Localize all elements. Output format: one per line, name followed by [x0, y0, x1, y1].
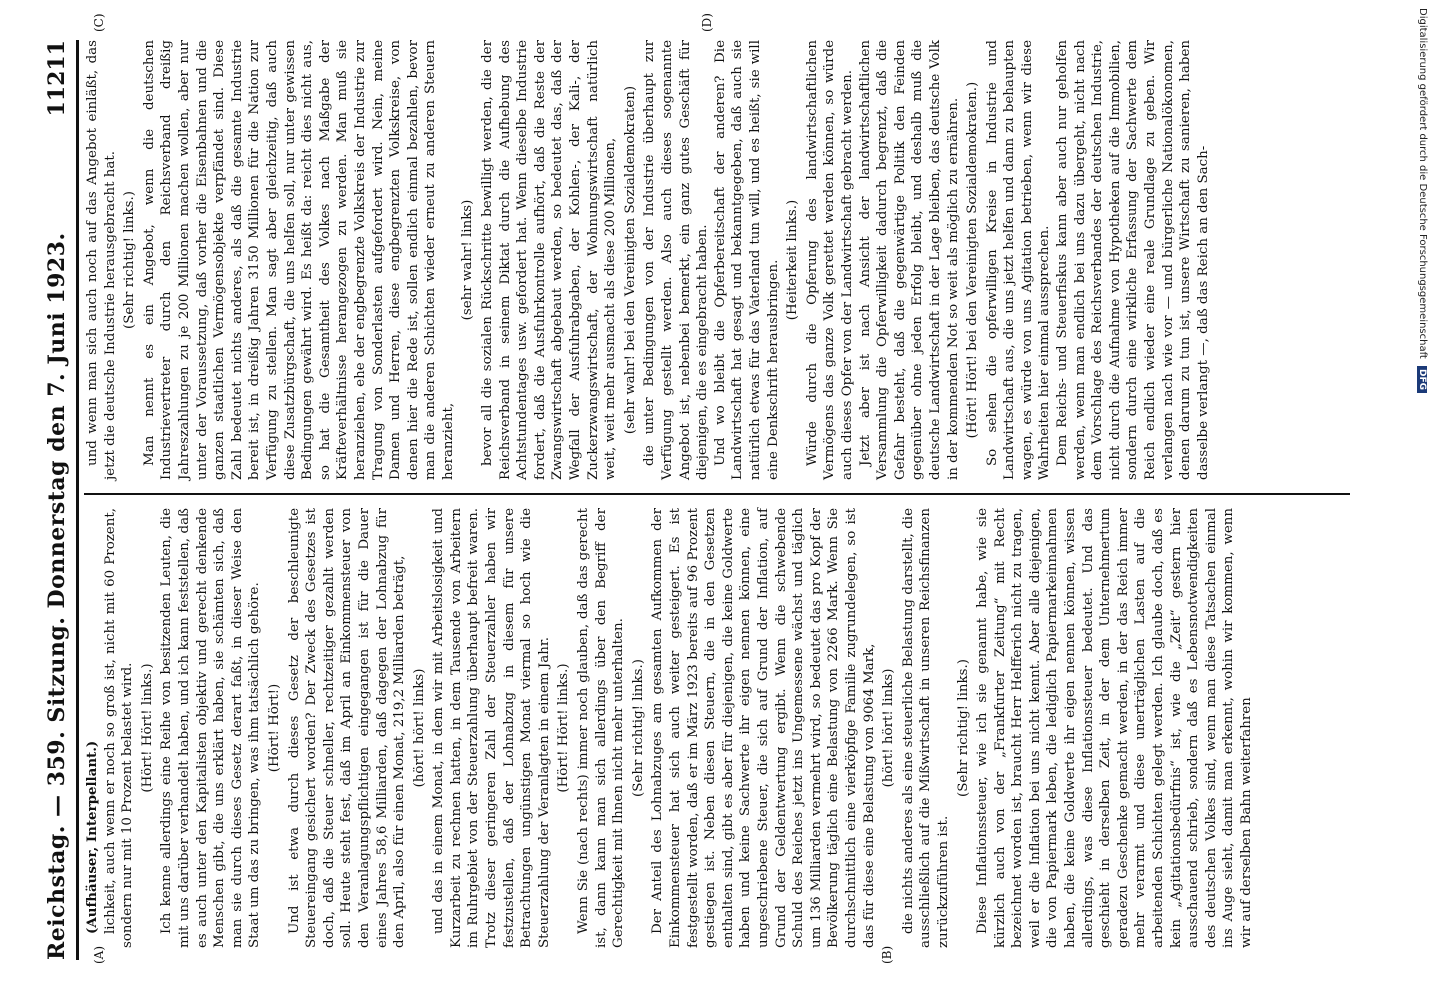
paragraph: Und wo bleibt die Opferbereitschaft der anderen? Die Landwirtschaft hat gesagt und bekanntgegeben, daß auch sie natürlich etwas für das Vaterland tun will, und es heißt, sie will eine Denkschrift herausbringen.	[712, 40, 781, 480]
interjection: (hört! hört! links)	[881, 668, 897, 788]
margin-mark-c: (C)	[92, 13, 106, 32]
paragraph: (Aufhäuser, Interpellant.)	[84, 740, 100, 934]
paragraph: und das in einem Monat, in dem wir mit Arbeitslosigkeit und Kurzarbeit zu rechnen hatten, in dem Tausende von Arbeitern im Ruhrgebiet von der Steuerzahlung überhaupt befreit waren. Trotz dieser geringeren Zahl der Steuerzahler haben wir festzustellen, daß der Lohnabzug in diesem für unsere Betrachtungen ungünstigen Monat viermal so hoch wie die Steuerzahlung der Veranlagten in einem Jahr.	[431, 508, 552, 948]
digitization-stamp	[1414, 8, 1432, 988]
interjection: (sehr wahr! bei den Vereinigten Sozialdemokraten)	[622, 85, 638, 435]
margin-mark-d: (D)	[700, 13, 714, 32]
interjection: (Hört! Hört! links.)	[139, 663, 155, 793]
column-rule	[84, 493, 1350, 495]
margin-mark-a: (A)	[92, 945, 106, 964]
interjection: (Hört! Hört!)	[266, 683, 282, 773]
header-title: Reichstag. — 359. Sitzung. Donnerstag den 7. Juni 1923.	[44, 232, 70, 960]
interjection: (sehr wahr! links)	[460, 199, 476, 321]
paragraph: Jetzt aber ist nach Ansicht der landwirtschaftlichen Versammlung die Opferwilligkeit dadurch begrenzt, daß die Gefahr besteht, daß die gegenwärtige Politik den Feinden gegenüber ohne jeden Erfolg bleibt, und deshalb muß die deutsche Landwirtschaft in der Lage bleiben, das deutsche Volk in der kommenden Not so weit als möglich zu ernähren.	[857, 40, 961, 480]
page-number: 11211	[44, 40, 70, 117]
page-header	[36, 40, 79, 960]
left-column	[84, 508, 1350, 948]
paragraph: Dem Reichs- und Steuerfiskus kann aber auch nur geholfen werden, wenn man endlich bei uns dazu übergeht, nicht nach dem Vorschlage des Reichsverbandes der deutschen Industrie, nicht durch die Aufnahme von Hypotheken auf die Immobilien, sondern durch eine wirkliche Erfassung der Sachwerte dem Reich endlich wieder eine reale Grundlage zu geben. Wir verlangen nach wie vor — und bürgerliche Nationalökonomen, denen darum zu tun ist, unsere Wirtschaft zu sanieren, haben dasselbe verlangt —, daß das Reich an den Sach-	[1055, 40, 1211, 480]
dfg-logo: DFG	[1417, 366, 1427, 393]
interjection: (Sehr richtig! links.)	[630, 659, 646, 797]
interjection: (Sehr richtig! links.)	[955, 659, 971, 797]
interjection: (Heiterkeit links.)	[785, 199, 801, 321]
paragraph: lichkeit, auch wenn er noch so groß ist, nicht mit 60 Prozent, sondern nur mit 10 Prozent belastet wird.	[102, 508, 136, 948]
interjection: (Sehr richtig! links.)	[122, 191, 138, 329]
paragraph: Ich kenne allerdings eine Reihe von besitzenden Leuten, die mit uns darüber verhandelt haben, und ich kann feststellen, daß es auch unter den Kapitalisten objektiv und gerecht denkende Menschen gibt, die uns erklärt haben, sie schämten sich, daß man sie durch dieses Gesetz derart faßt, in dieser Weise den Staat um das zu bringen, was ihm tatsächlich gehöre.	[159, 508, 263, 948]
margin-mark-b: (B)	[880, 945, 894, 964]
paragraph: Würde durch die Opferung des landwirtschaftlichen Vermögens das ganze Volk gerettet werden können, so würde auch dieses Opfer von der Landwirtschaft gebracht werden.	[804, 40, 855, 480]
paragraph: bevor all die sozialen Rückschritte bewilligt werden, die der Reichsverband in seinem Diktat durch die Aufhebung des Achtstundentages usw. gefordert hat. Wenn dieselbe Industrie fordert, daß die Ausfuhrkontrolle aufhört, daß die Reste der Zwangswirtschaft abgebaut werden, so bedeutet das, daß der Wegfall der Ausfuhrabgaben, der Kohlen-, der Kali-, der Zuckerzwangswirtschaft, der Wohnungswirtschaft natürlich weit, weit mehr ausmacht als diese 200 Millionen,	[480, 40, 619, 480]
interjection: (Hört! Hört! links.)	[556, 663, 572, 793]
right-column	[84, 40, 1350, 480]
paragraph: Diese Inflationssteuer, wie ich sie genannt habe, wie sie kürzlich auch von der „Frankfurter Zeitung“ mit Recht bezeichnet worden ist, braucht Herr Helfferich nicht zu tragen, weil er die Inflation bei uns nicht kennt. Aber alle diejenigen, die von Papiermark leben, die lediglich Papiermarkeinnahmen haben, die keine Goldwerte ihr eigen nennen können, wissen allerdings, was diese Inflationssteuer bedeutet. Und das geschieht in derselben Zeit, in der dem Unternehmertum geradezu Geschenke gemacht werden, in der das Reich immer mehr verarmt und diese unerträglichen Lasten auf die arbeitenden Schichten gelegt werden. Ich glaube doch, daß es kein „Agitationsbedürfnis“ ist, wie die „Zeit“ gestern hier ausschauend schrieb, sondern daß es Lebensnotwendigkeiten des deutschen Volkes sind, wenn man diese Tatsachen einmal ins Auge sieht, damit man erkennt, wohin wir kommen, wenn wir auf derselben Bahn weiterfahren	[975, 508, 1254, 948]
paragraph: und wenn man sich auch noch auf das Angebot einläßt, das jetzt die deutsche Industrie herausgebracht hat.	[85, 40, 118, 480]
paragraph: Der Anteil des Lohnabzuges am gesamten Aufkommen der Einkommensteuer hat sich auch weiter gesteigert. Es ist festgestellt worden, daß er im März 1923 bereits auf 96 Prozent gestiegen ist. Neben diesen Steuern, die in den Gesetzen enthalten sind, gibt es aber für diejenigen, die keine Goldwerte haben und keine Sachwerte ihr eigen nennen können, eine ungeschriebene Steuer, die sich auf Grund der Inflation, auf Grund der Geldentwertung ergibt. Wenn die schwebende Schuld des Reiches jetzt ins Ungemessene wächst und täglich um 136 Milliarden vermehrt wird, so bedeutet das pro Kopf der Bevölkerung täglich eine Belastung von 2266 Mark. Wenn Sie durchschnittlich eine vierköpfige Familie zugrundelegen, so ist das für diese eine Belastung von 9064 Mark,	[650, 508, 877, 948]
paragraph: Man nennt es ein Angebot, wenn die deutschen Industrievertreter durch den Reichsverband dreißig Jahreszahlungen zu je 200 Millionen machen wollen, aber nur unter der Voraussetzung, daß vorher die Eisenbahnen und die ganzen staatlichen Vermögensobjekte verpfändet sind. Diese Zahl bedeutet nichts anderes, als daß die gesamte Industrie bereit ist, in dreißig Jahren 3150 Millionen für die Nation zur Verfügung zu stellen. Man sagt aber gleichzeitig, daß auch diese Zusatzbürgschaft, die uns helfen soll, nur unter gewissen Bedingungen gewährt wird. Es heißt da: reicht dies nicht aus, so hat die Gesamtheit des Volkes nach Maßgabe der Kräfteverhältnisse herangezogen zu werden. Man muß sie heranziehen, ehe der engbegrenzte Volkskreis der Industrie zur Tragung von Sonderlasten aufgefordert wird. Nein, meine Damen und Herren, diese engbegrenzten Volkskreise, von denen hier die Rede ist, sollen endlich einmal bezahlen, bevor man die anderen Schichten wieder erneut zu anderen Steuern heranzieht,	[141, 40, 456, 480]
paragraph: So sehen die opferwilligen Kreise in Industrie und Landwirtschaft aus, die uns jetzt helfen und dann zu behaupten wagen, es würde von uns Agitation betrieben, wenn wir diese Wahrheiten hier einmal aussprechen.	[984, 40, 1053, 480]
paragraph: Und ist etwa durch dieses Gesetz der beschleunigte Steuereingang gesichert worden? Der Zweck des Gesetzes ist doch, daß die Steuer schneller, rechtzeitiger gezahlt werden soll. Heute steht fest, daß im April an Einkommensteuer von den Veranlagungspflichtigen eingegangen ist für die Dauer eines Jahres 58,6 Milliarden, daß dagegen der Lohnabzug für den April, also für einen Monat, 219,2 Milliarden beträgt,	[286, 508, 408, 948]
paragraph: Wenn Sie (nach rechts) immer noch glauben, daß das gerecht ist, dann kann man sich allerdings über den Begriff der Gerechtigkeit mit Ihnen nicht mehr unterhalten.	[576, 508, 627, 948]
interjection: (Hört! Hört! bei den Vereinigten Sozialdemokraten.)	[965, 81, 981, 439]
paragraph: die unter Bedingungen von der Industrie überhaupt zur Verfügung gestellt werden. Also auch dieses sogenannte Angebot ist, nebenbei bemerkt, ein ganz gutes Geschäft für diejenigen, die es eingebracht haben.	[642, 40, 711, 480]
interjection: (hört! hört! links)	[411, 668, 427, 788]
stamp-text: Digitalisierung gefördert durch die Deutsche Forschungsgemeinschaft	[1417, 8, 1428, 359]
paragraph: die nichts anderes als eine steuerliche Belastung darstellt, die ausschließlich auf die Mißwirtschaft in unseren Reichsfinanzen zurückzuführen ist.	[900, 508, 951, 948]
